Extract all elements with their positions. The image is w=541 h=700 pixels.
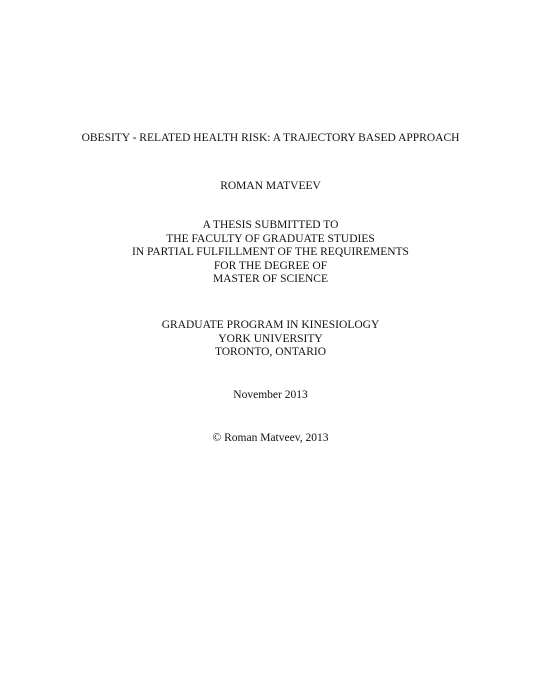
program-affiliation <box>0 319 541 360</box>
statement-line: IN PARTIAL FULFILLMENT OF THE REQUIREMENTS <box>132 246 409 258</box>
program-line: GRADUATE PROGRAM IN KINESIOLOGY <box>161 319 380 331</box>
author-name-text: ROMAN MATVEEV <box>220 180 321 192</box>
author-name <box>0 180 541 194</box>
statement-line: A THESIS SUBMITTED TO <box>202 219 339 231</box>
copyright-text: © Roman Matveev, 2013 <box>212 432 329 444</box>
statement-line: THE FACULTY OF GRADUATE STUDIES <box>166 232 375 245</box>
thesis-title <box>0 132 541 146</box>
submission-statement <box>0 219 541 287</box>
submission-date <box>0 389 541 403</box>
copyright-notice <box>0 432 541 446</box>
program-line: YORK UNIVERSITY <box>218 332 323 345</box>
submission-date-text: November 2013 <box>233 389 308 401</box>
statement-line: FOR THE DEGREE OF <box>213 259 328 272</box>
statement-line: MASTER OF SCIENCE <box>212 273 329 285</box>
thesis-title-text: OBESITY - RELATED HEALTH RISK: A TRAJECTORY BASED APPROACH <box>81 132 460 144</box>
program-line: TORONTO, ONTARIO <box>214 346 327 358</box>
